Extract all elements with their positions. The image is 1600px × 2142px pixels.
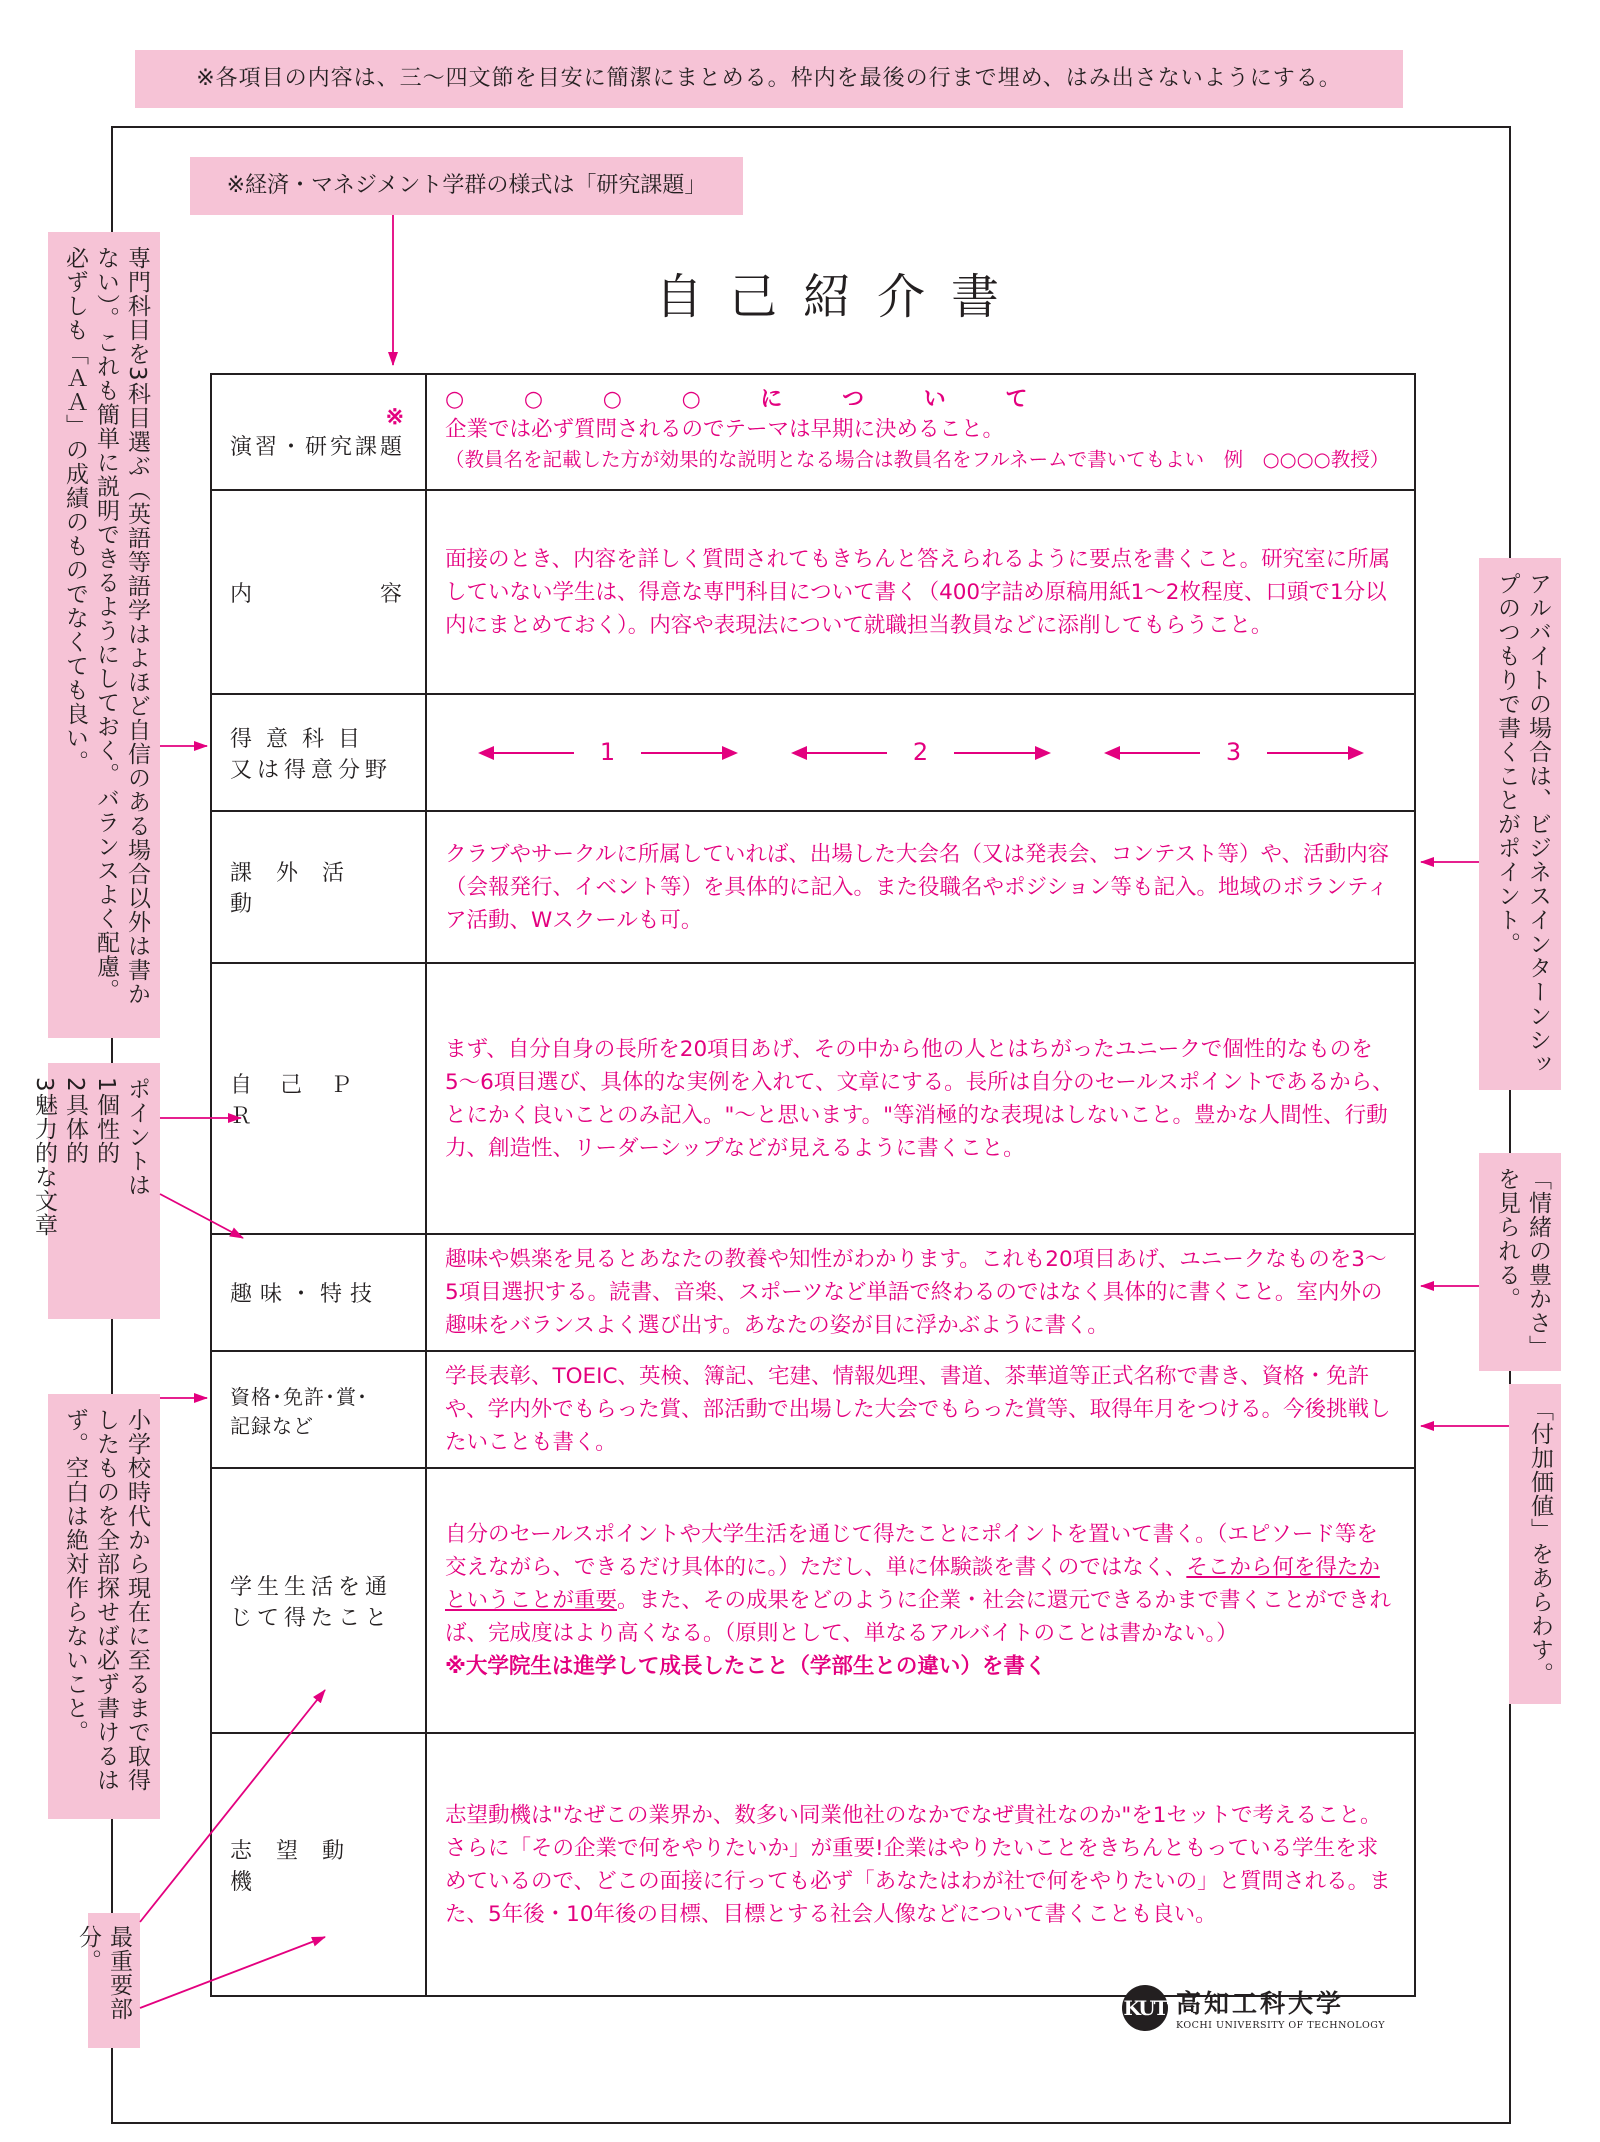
field-motivation[interactable]: 志望動機は"なぜこの業界か、数多い同業他社のなかでなぜ貴社なのか"を1セットで考えること。さらに「その企業で何をやりたいか」が重要!企業はやりたいことをきちんともっている学生を求めているので、どこの面接に行っても必ず「あなたはわが社で何をやりたいの」と質問される。また、5年後・10年後の目標、目標とする社会人像などについて書くことも良い。	[426, 1733, 1415, 1996]
note-qualification-search: 小学校時代から現在に至るまで取得したものを全部探せば必ず書けるはず。空白は絶対作らないこと。	[48, 1394, 160, 1819]
logo-name-en: KOCHI UNIVERSITY OF TECHNOLOGY	[1176, 2020, 1385, 2031]
label-motivation: 志望動機	[211, 1733, 426, 1996]
label-content: 内 容	[211, 490, 426, 694]
label-specialty	[211, 694, 426, 811]
field-specialty[interactable]	[426, 694, 1415, 811]
student-life-emphasis: そこから何を得たかということが重要	[445, 1555, 1380, 1613]
label-extracurricular: 課外活動	[211, 811, 426, 963]
field-extracurricular[interactable]: クラブやサークルに所属していれば、出場した大会名（又は発表会、コンテスト等）や、活動内容（会報発行、イベント等）を具体的に記入。また役職名やポジション等も記入。地域のボランティア活動、Wスクールも可。	[426, 811, 1415, 963]
label-qualifications	[211, 1351, 426, 1468]
row-motivation	[211, 1733, 1415, 1996]
label-student-life-line2: じて得たこと	[230, 1605, 393, 1631]
student-life-text-a: 自分のセールスポイントや大学生活を通じて得たことにポイントを置いて書く。（エピソード等を交えながら、できるだけ具体的に。）ただし、単に体験談を書くのではなく、	[445, 1522, 1378, 1580]
student-life-text-b: 。また、その成果をどのように企業・社会に還元できるかまで書くことができれば、完成度はより高くなる。（原則として、単なるアルバイトのことは書かない。）	[445, 1588, 1392, 1646]
seminar-theme: ○ ○ ○ ○ に つ い て	[445, 387, 1054, 412]
note-added-value: 「付加価値」をあらわす。	[1509, 1384, 1561, 1704]
row-qualifications	[211, 1351, 1415, 1468]
row-specialty	[211, 694, 1415, 811]
field-self-pr[interactable]: まず、自分自身の長所を20項目あげ、その中から他の人とはちがったユニークで個性的なものを5〜6項目選び、具体的な実例を入れて、文章にする。長所は自分のセールスポイントであるから、とにかく良いことのみ記入。"〜と思います。"等消極的な表現はしないこと。豊かな人間性、行動力、創造性、リーダーシップなどが見えるように書くこと。	[426, 963, 1415, 1234]
label-seminar	[211, 374, 426, 490]
note-specialty-selection: 専門科目を3科目選ぶ（英語等語学はよほど自信のある場合以外は書かない）。これも簡単に説明できるようにしておく。バランスよく配慮。必ずしも「ＡＡ」の成績のものでなくても良い。	[48, 232, 160, 1038]
specialty-slot-3	[1104, 736, 1364, 769]
label-student-life	[211, 1468, 426, 1733]
arrow-right-icon	[722, 746, 738, 760]
note-emotional-richness: 「情緒の豊かさ」を見られる。	[1479, 1153, 1561, 1371]
arrow-left-icon	[478, 746, 494, 760]
field-seminar[interactable]	[426, 374, 1415, 490]
note-pr-points: ポイントは 1個性的 2具体的 3魅力的な文章	[48, 1063, 160, 1319]
seminar-guidance: 企業では必ず質問されるのでテーマは早期に決めること。	[445, 417, 1005, 442]
row-self-pr	[211, 963, 1415, 1234]
row-student-life	[211, 1468, 1415, 1733]
row-extracurricular	[211, 811, 1415, 963]
arrow-right-icon	[1035, 746, 1051, 760]
field-student-life[interactable]	[426, 1468, 1415, 1733]
note-parttime-internship: アルバイトの場合は、ビジネスインターンシップのつもりで書くことがポイント。	[1479, 558, 1561, 1090]
slot-number: 2	[912, 738, 929, 766]
faculty-format-note: ※経済・マネジメント学群の様式は「研究課題」	[190, 157, 743, 215]
arrow-right-icon	[1348, 746, 1364, 760]
logo-emblem-icon: KUT	[1122, 1985, 1168, 2031]
arrow-left-icon	[791, 746, 807, 760]
label-specialty-line1: 得意科目	[230, 726, 375, 752]
specialty-slot-2	[791, 736, 1051, 769]
arrow-left-icon	[1104, 746, 1120, 760]
logo-name-jp: 高知工科大学	[1176, 1989, 1345, 2018]
label-qualifications-line2: 記録など	[230, 1413, 314, 1438]
self-introduction-form	[210, 373, 1416, 1997]
row-content	[211, 490, 1415, 694]
field-qualifications[interactable]: 学長表彰、TOEIC、英検、簿記、宅建、情報処理、書道、茶華道等正式名称で書き、資格・免許や、学内外でもらった賞、部活動で出場した大会でもらった賞等、取得年月をつける。今後挑戦したいことも書く。	[426, 1351, 1415, 1468]
label-student-life-line1: 学生生活を通	[230, 1574, 393, 1600]
row-seminar	[211, 374, 1415, 490]
university-logo	[1122, 1984, 1385, 2031]
note-most-important: 最重要部分。	[88, 1913, 140, 2048]
slot-number: 3	[1225, 738, 1242, 766]
form-title: 自己紹介書	[654, 269, 1025, 325]
label-self-pr: 自己ＰＲ	[211, 963, 426, 1234]
graduate-student-note: ※大学院生は進学して成長したこと（学部生との違い）を書く	[445, 1654, 1047, 1679]
required-marker: ※	[385, 403, 407, 430]
seminar-teacher-note: （教員名を記載した方が効果的な説明となる場合は教員名をフルネームで書いてもよい 例 ○○○○教授）	[445, 448, 1390, 471]
specialty-slot-1	[478, 736, 738, 769]
specialty-slots	[445, 736, 1396, 769]
row-hobbies	[211, 1234, 1415, 1351]
label-specialty-line2: 又は得意分野	[230, 757, 393, 783]
field-content[interactable]: 面接のとき、内容を詳しく質問されてもきちんと答えられるように要点を書くこと。研究室に所属していない学生は、得意な専門科目について書く（400字詰め原稿用紙1〜2枚程度、口頭で1分以内にまとめておく）。内容や表現法について就職担当教員などに添削してもらうこと。	[426, 490, 1415, 694]
label-qualifications-line1: 資格･免許･賞･	[230, 1384, 368, 1409]
top-instruction-note: ※各項目の内容は、三〜四文節を目安に簡潔にまとめる。枠内を最後の行まで埋め、はみ出さないようにする。	[135, 50, 1403, 108]
label-hobbies: 趣味・特技	[211, 1234, 426, 1351]
slot-number: 1	[599, 738, 616, 766]
label-seminar-text: 演習・研究課題	[230, 434, 406, 460]
field-hobbies[interactable]: 趣味や娯楽を見るとあなたの教養や知性がわかります。これも20項目あげ、ユニークなものを3〜5項目選択する。読書、音楽、スポーツなど単語で終わるのではなく具体的に書くこと。室内外の趣味をバランスよく選び出す。あなたの姿が目に浮かぶように書く。	[426, 1234, 1415, 1351]
